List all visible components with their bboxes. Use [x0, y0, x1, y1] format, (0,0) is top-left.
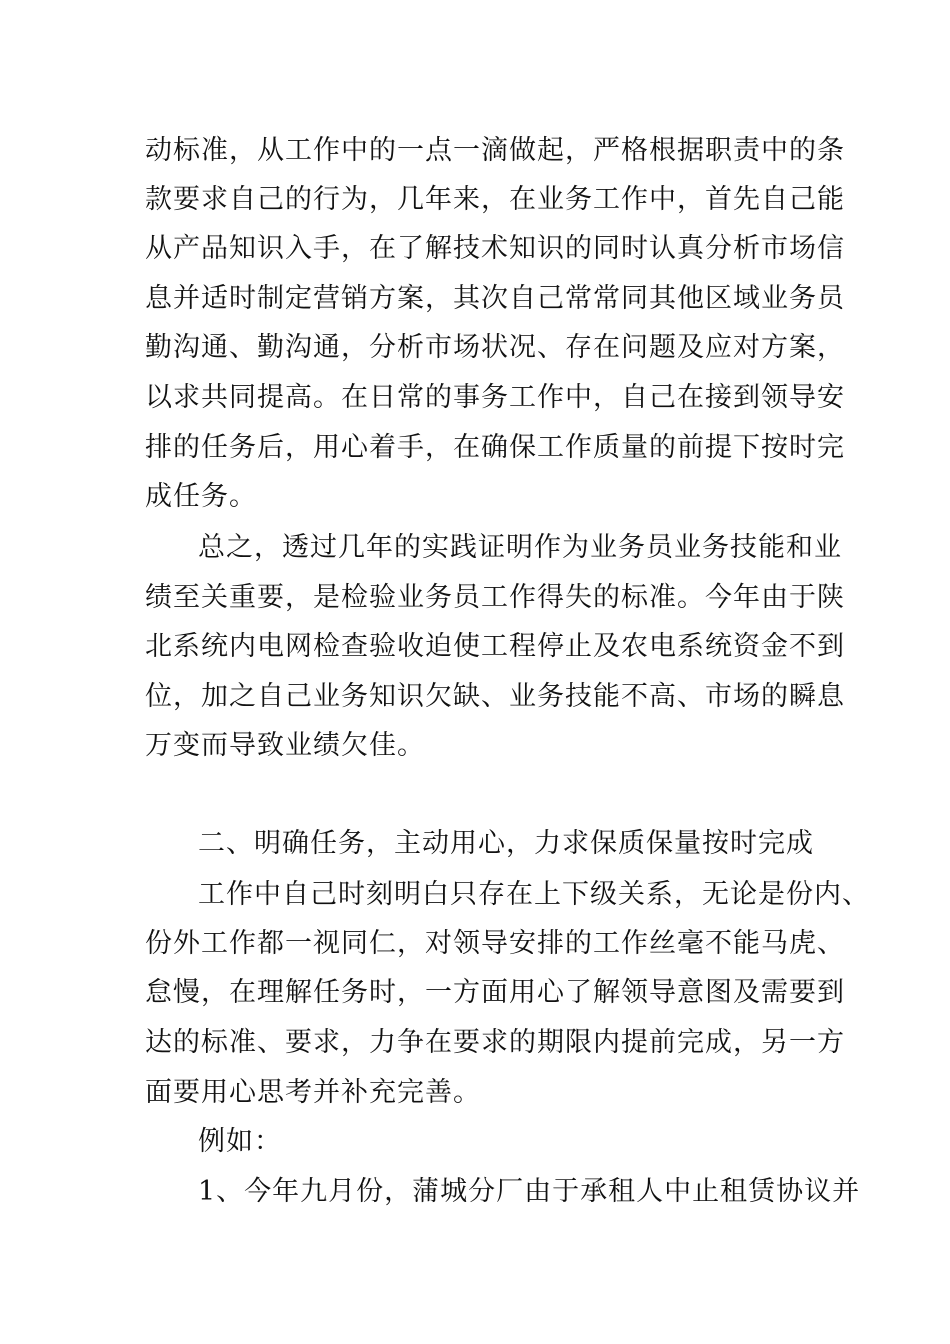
paragraph-1-line-6: 以求共同提高。在日常的事务工作中，自己在接到领导安: [145, 382, 845, 413]
paragraph-3-line-2: 份外工作都一视同仁，对领导安排的工作丝毫不能马虎、: [145, 928, 845, 959]
paragraph-2-line-2: 绩至关重要，是检验业务员工作得失的标准。今年由于陕: [145, 582, 845, 613]
paragraph-1-line-8: 成任务。: [145, 481, 257, 512]
paragraph-3-line-4: 达的标准、要求，力争在要求的期限内提前完成，另一方: [145, 1027, 845, 1058]
paragraph-3-line-5: 面要用心思考并补充完善。: [145, 1077, 481, 1108]
section-heading: 二、明确任务，主动用心，力求保质保量按时完成: [198, 828, 814, 859]
example-label: 例如：: [198, 1126, 282, 1157]
paragraph-3-line-1: 工作中自己时刻明白只存在上下级关系，无论是份内、: [198, 879, 870, 910]
paragraph-2-line-3: 北系统内电网检查验收迫使工程停止及农电系统资金不到: [145, 631, 845, 662]
paragraph-2-line-5: 万变而导致业绩欠佳。: [145, 730, 425, 761]
paragraph-2-line-1: 总之，透过几年的实践证明作为业务员业务技能和业: [198, 532, 842, 563]
paragraph-1-line-2: 款要求自己的行为，几年来，在业务工作中，首先自己能: [145, 184, 845, 215]
paragraph-1-line-7: 排的任务后，用心着手，在确保工作质量的前提下按时完: [145, 432, 845, 463]
paragraph-1-line-4: 息并适时制定营销方案，其次自己常常同其他区域业务员: [145, 283, 845, 314]
list-item-1: 1、今年九月份，蒲城分厂由于承租人中止租赁协议并: [198, 1176, 861, 1207]
paragraph-2-line-4: 位，加之自己业务知识欠缺、业务技能不高、市场的瞬息: [145, 681, 845, 712]
paragraph-1-line-1: 动标准，从工作中的一点一滴做起，严格根据职责中的条: [145, 135, 845, 166]
paragraph-1-line-5: 勤沟通、勤沟通，分析市场状况、存在问题及应对方案，: [145, 332, 845, 363]
paragraph-1-line-3: 从产品知识入手，在了解技术知识的同时认真分析市场信: [145, 233, 845, 264]
paragraph-3-line-3: 怠慢，在理解任务时，一方面用心了解领导意图及需要到: [145, 977, 845, 1008]
